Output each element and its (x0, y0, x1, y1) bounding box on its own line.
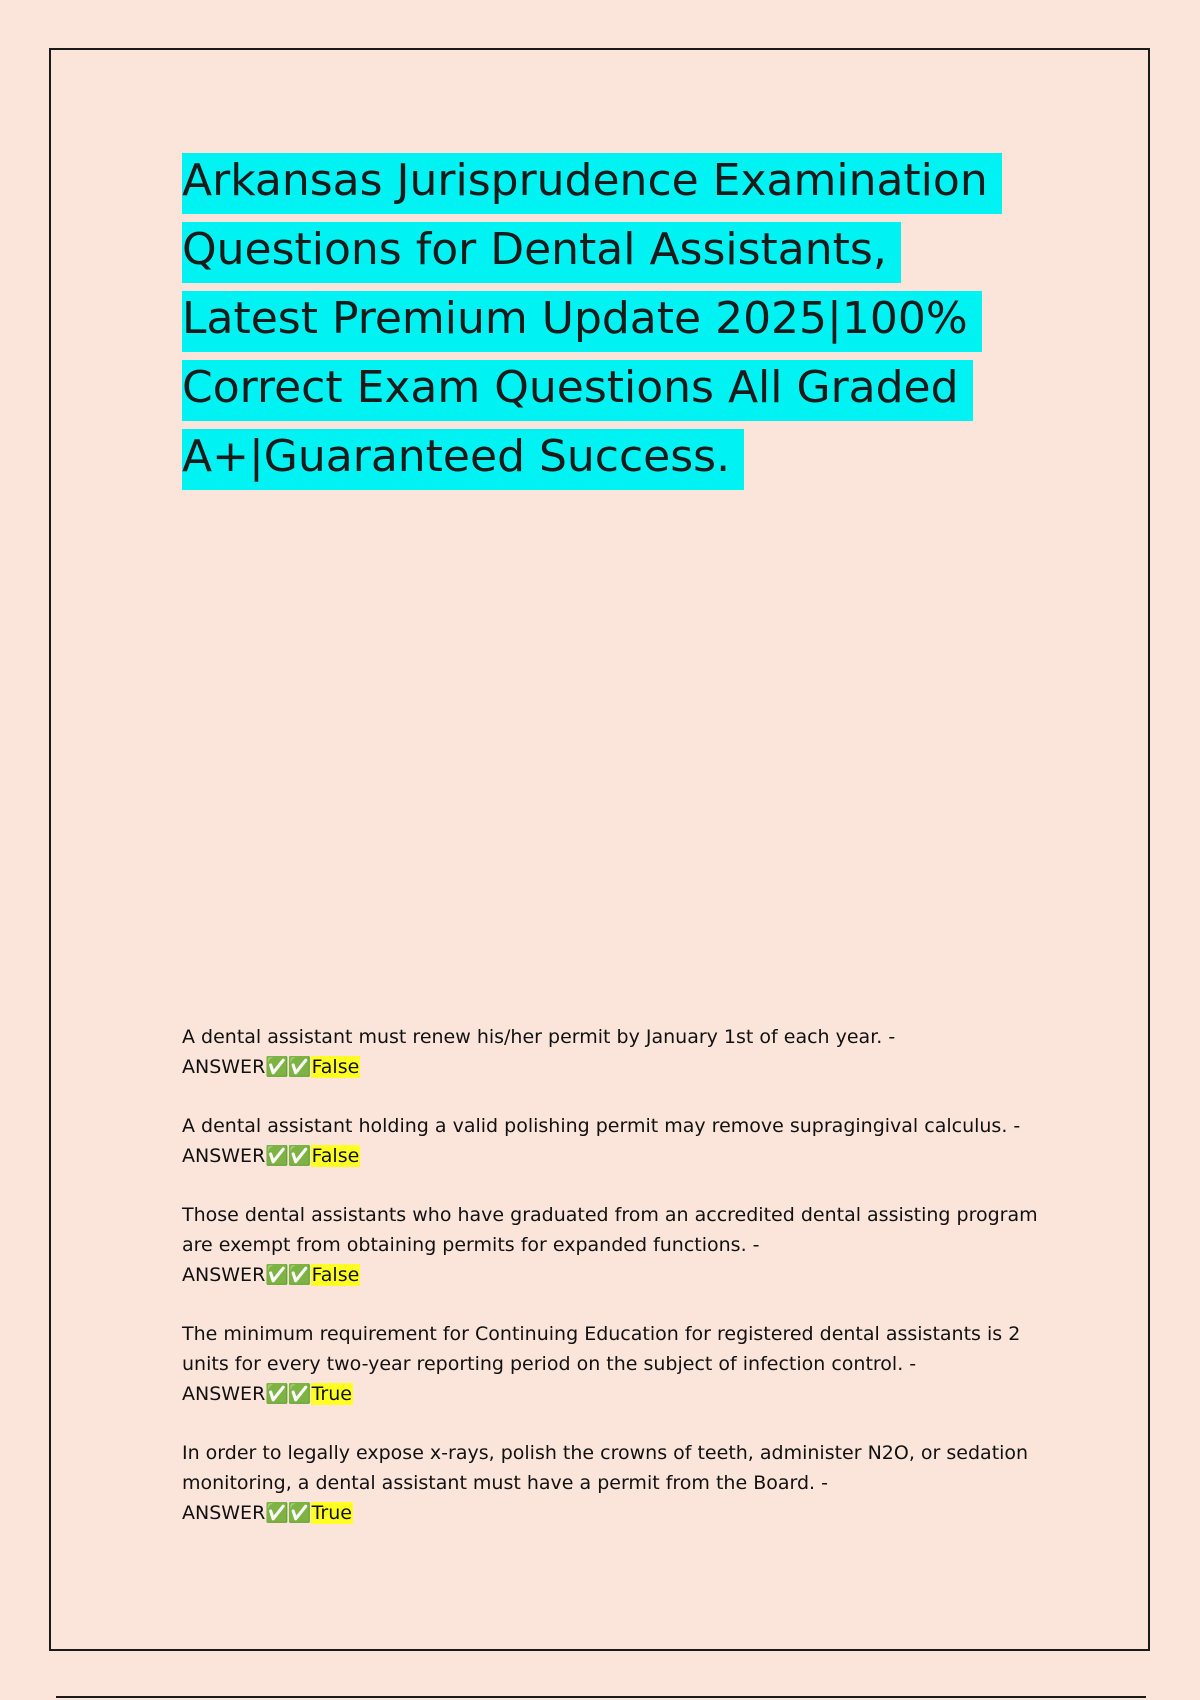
double-check-icon: ✅✅ (265, 1056, 311, 1078)
answer-highlight: True (311, 1383, 352, 1405)
answer-label: ANSWER (182, 1383, 266, 1405)
title-line: Correct Exam Questions All Graded (182, 353, 973, 422)
question-text: The minimum requirement for Continuing Education for registered dental assistants is 2 units for every two-year reporting period on the subject of infection control. - (182, 1323, 1021, 1375)
double-check-icon: ✅✅ (265, 1502, 311, 1524)
answer-label: ANSWER (182, 1145, 266, 1167)
question-answer-item (182, 1319, 1042, 1409)
question-text: A dental assistant must renew his/her permit by January 1st of each year. - (182, 1026, 896, 1048)
answer-highlight: True (311, 1502, 352, 1524)
title-line: A+|Guaranteed Success. (182, 422, 744, 491)
question-answer-item (182, 1200, 1042, 1290)
document-title (182, 146, 1062, 491)
title-line: Arkansas Jurisprudence Examination (182, 146, 1002, 215)
question-answer-list (182, 1022, 1042, 1557)
answer-highlight: False (311, 1056, 360, 1078)
answer-label: ANSWER (182, 1264, 266, 1286)
answer-label: ANSWER (182, 1502, 266, 1524)
bottom-divider (56, 1696, 1146, 1698)
double-check-icon: ✅✅ (265, 1383, 311, 1405)
question-text: A dental assistant holding a valid polishing permit may remove supragingival calculus. - (182, 1115, 1021, 1137)
title-line: Latest Premium Update 2025|100% (182, 284, 982, 353)
question-answer-item (182, 1022, 1042, 1082)
question-answer-item (182, 1111, 1042, 1171)
question-text: In order to legally expose x-rays, polish the crowns of teeth, administer N2O, or sedation monitoring, a dental assistant must have a permit from the Board. - (182, 1442, 1029, 1494)
question-answer-item (182, 1438, 1042, 1528)
double-check-icon: ✅✅ (265, 1264, 311, 1286)
answer-highlight: False (311, 1264, 360, 1286)
answer-label: ANSWER (182, 1056, 266, 1078)
question-text: Those dental assistants who have graduated from an accredited dental assisting program are exempt from obtaining permits for expanded functions. - (182, 1204, 1038, 1256)
double-check-icon: ✅✅ (265, 1145, 311, 1167)
answer-highlight: False (311, 1145, 360, 1167)
title-line: Questions for Dental Assistants, (182, 215, 901, 284)
